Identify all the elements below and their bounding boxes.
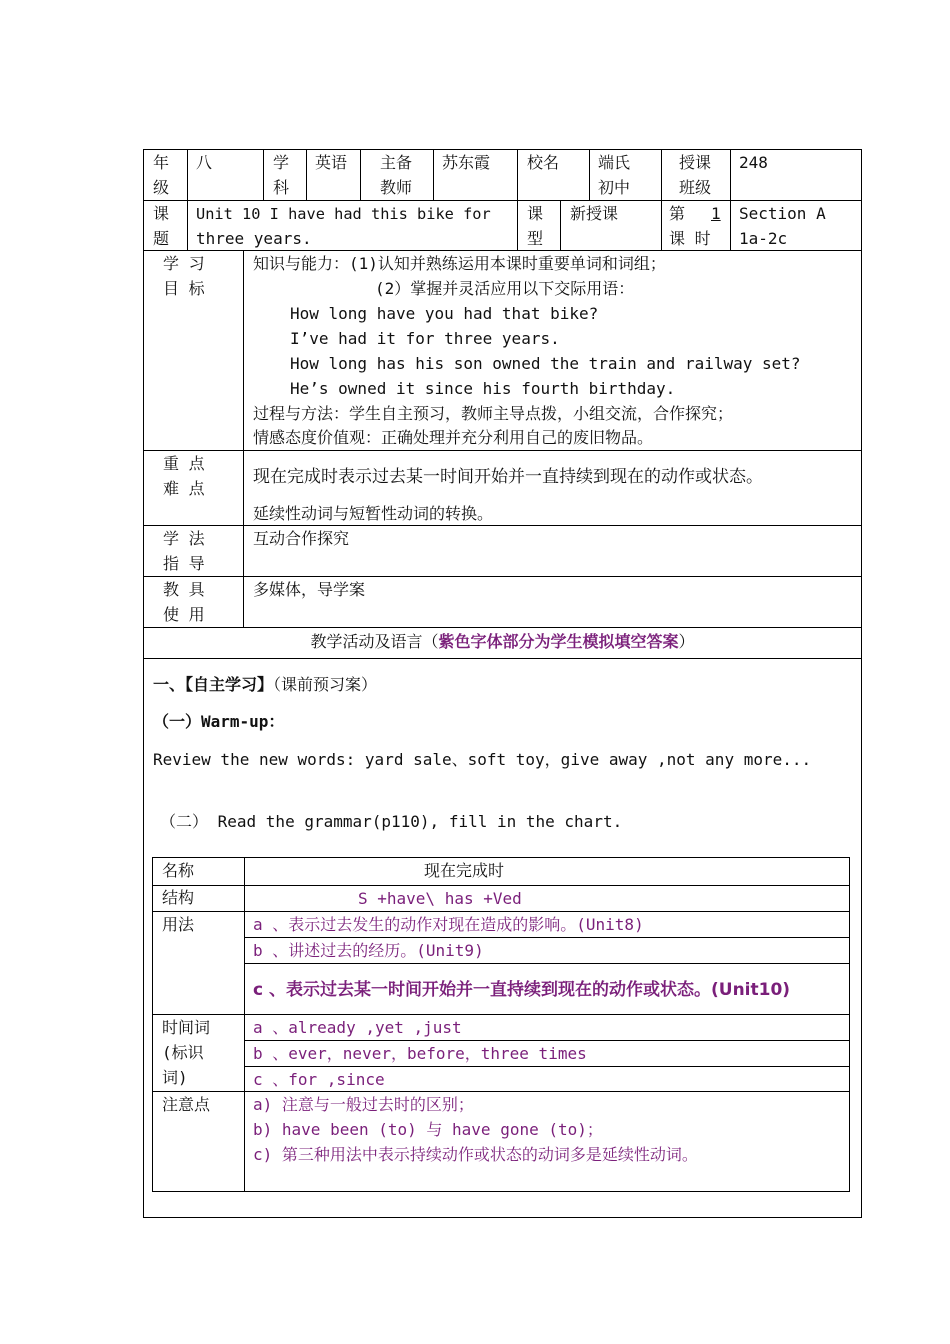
keypoints-label-2: 难 点 [163,479,205,498]
activity-header-note: 紫色字体部分为学生模拟填空答案 [438,632,679,651]
keypoint-line-2: 延续性动词与短暂性动词的转换。 [253,504,494,523]
col-line [263,149,264,201]
section1-title-bold: 一、【自主学习】 [153,675,274,694]
chart-line [152,857,153,1192]
chart-line [849,857,850,1192]
goal-line: How long has his son owned the train and railway set? [290,354,801,373]
col-line [517,149,518,201]
col-line [187,149,188,201]
goal-line: How long have you had that bike? [290,304,599,323]
section1-title-note: （课前预习案） [273,675,378,694]
lead-label-2: 教师 [380,178,413,197]
section-value-2: 1a-2c [739,229,788,248]
keypoints-label-1: 重 点 [163,454,205,473]
warmup-heading: （一）Warm-up： [153,712,285,731]
chart-line [244,1040,850,1041]
goal-line: 过程与方法：学生自主预习，教师主导点拨，小组交流，合作探究； [253,404,734,423]
period-label-2: 课 时 [669,229,711,248]
chart-usage-item [253,978,790,1002]
tools-value: 多媒体，导学案 [253,580,366,599]
chart-time-label-3: 词) [162,1068,188,1087]
col-line [661,149,662,201]
chart-line [244,1066,850,1067]
row-line [143,450,862,451]
goal-line: 情感态度价值观：正确处理并充分利用自己的废旧物品。 [253,428,654,447]
section-value-1: Section A [739,204,826,223]
chart-usage-item: b 、讲述过去的经历。(Unit9) [253,941,484,960]
topic-label-2: 题 [153,229,170,248]
topic-value-2: three years. [196,229,312,248]
grade-label-1: 年 [153,153,170,172]
chart-time-label-2: (标识 [162,1043,204,1062]
frame-left [143,149,144,1218]
chart-line [244,963,850,964]
chart-note-item: a) 注意与一般过去时的区别； [253,1095,474,1114]
frame-top [143,149,862,150]
chart-notes-label: 注意点 [162,1095,211,1114]
grade-value: 八 [196,153,213,172]
frame-bottom [143,1217,862,1218]
col-line [560,200,561,251]
section1-title [153,673,377,697]
method-label-2: 指 导 [163,554,205,573]
class-label-1: 授课 [679,153,712,172]
chart-name-label: 名称 [162,861,195,880]
method-label-1: 学 法 [163,529,205,548]
method-value: 互动合作探究 [253,529,350,548]
tools-label-2: 使 用 [163,605,205,624]
period-value: 1 [711,204,721,223]
col-line [243,250,244,628]
goal-line: He’s owned it since his fourth birthday. [290,379,676,398]
col-line [187,200,188,251]
tools-label-1: 教 具 [163,580,205,599]
goal-line: 知识与能力：(1)认知并熟练运用本课时重要单词和词组； [253,254,666,273]
col-line [306,149,307,201]
chart-time-label-1: 时间词 [162,1018,211,1037]
class-label-2: 班级 [679,178,712,197]
col-line [589,149,590,201]
chart-line [244,937,850,938]
col-line [661,200,662,251]
type-label-2: 型 [527,229,544,248]
col-line [730,200,731,251]
chart-line [152,857,850,858]
period-label-1: 第 [669,204,686,223]
chart-usage-item-text: c 、表示过去某一时间开始并一直持续到现在的动作或状态。(Unit10) [253,980,791,1000]
subject-value: 英语 [315,153,348,172]
type-value: 新授课 [570,204,619,223]
col-line [517,200,518,251]
row-line [143,658,862,659]
grammar-instruction: （二） Read the grammar(p110), fill in the chart. [160,812,623,831]
activity-header-text: 教学活动及语言（ [310,632,439,651]
school-value-1: 端氏 [598,153,631,172]
class-value: 248 [739,153,768,172]
chart-structure-value: S +have\ has +Ved [358,889,522,908]
chart-note-item: c) 第三种用法中表示持续动作或状态的动词多是延续性动词。 [253,1145,698,1164]
goal-line: I’ve had it for three years. [290,329,560,348]
col-line [730,149,731,201]
activity-header-close: ） [678,632,695,651]
topic-value-1: Unit 10 I have had this bike for [196,205,491,223]
row-line [143,576,862,577]
chart-line [152,911,850,912]
goals-label-2: 目 标 [163,279,205,298]
col-line [433,149,434,201]
review-line: Review the new words: yard sale、soft toy，give away ,not any more... [153,750,812,769]
row-line [143,525,862,526]
lead-label-1: 主备 [380,153,413,172]
row-line [143,627,862,628]
subject-label-1: 学 [273,153,290,172]
goals-label-1: 学 习 [163,254,205,273]
goal-line: (2）掌握并灵活应用以下交际用语： [375,279,635,298]
chart-note-item: b) have been (to) 与 have gone (to)； [253,1120,603,1139]
chart-line [152,885,850,886]
chart-line [152,1014,850,1015]
subject-label-2: 科 [273,178,290,197]
chart-structure-label: 结构 [162,888,195,907]
chart-time-item: b 、ever，never，before，three times [253,1044,587,1063]
chart-line [244,857,245,1192]
chart-time-item: c 、for ,since [253,1070,385,1089]
topic-label-1: 课 [153,204,170,223]
type-label-1: 课 [527,204,544,223]
lead-value: 苏东霞 [442,153,491,172]
chart-usage-item: a 、表示过去发生的动作对现在造成的影响。(Unit8) [253,915,644,934]
keypoint-line-1: 现在完成时表示过去某一时间开始并一直持续到现在的动作或状态。 [253,467,763,487]
col-line [360,149,361,201]
frame-right [861,149,862,1218]
chart-line [152,1191,850,1192]
row-line [143,200,862,201]
school-label: 校名 [527,153,560,172]
chart-time-item: a 、already ,yet ,just [253,1018,462,1037]
grade-label-2: 级 [153,178,170,197]
chart-name-value: 现在完成时 [424,861,505,880]
activity-header [143,630,862,654]
chart-usage-label: 用法 [162,915,195,934]
school-value-2: 初中 [598,178,631,197]
